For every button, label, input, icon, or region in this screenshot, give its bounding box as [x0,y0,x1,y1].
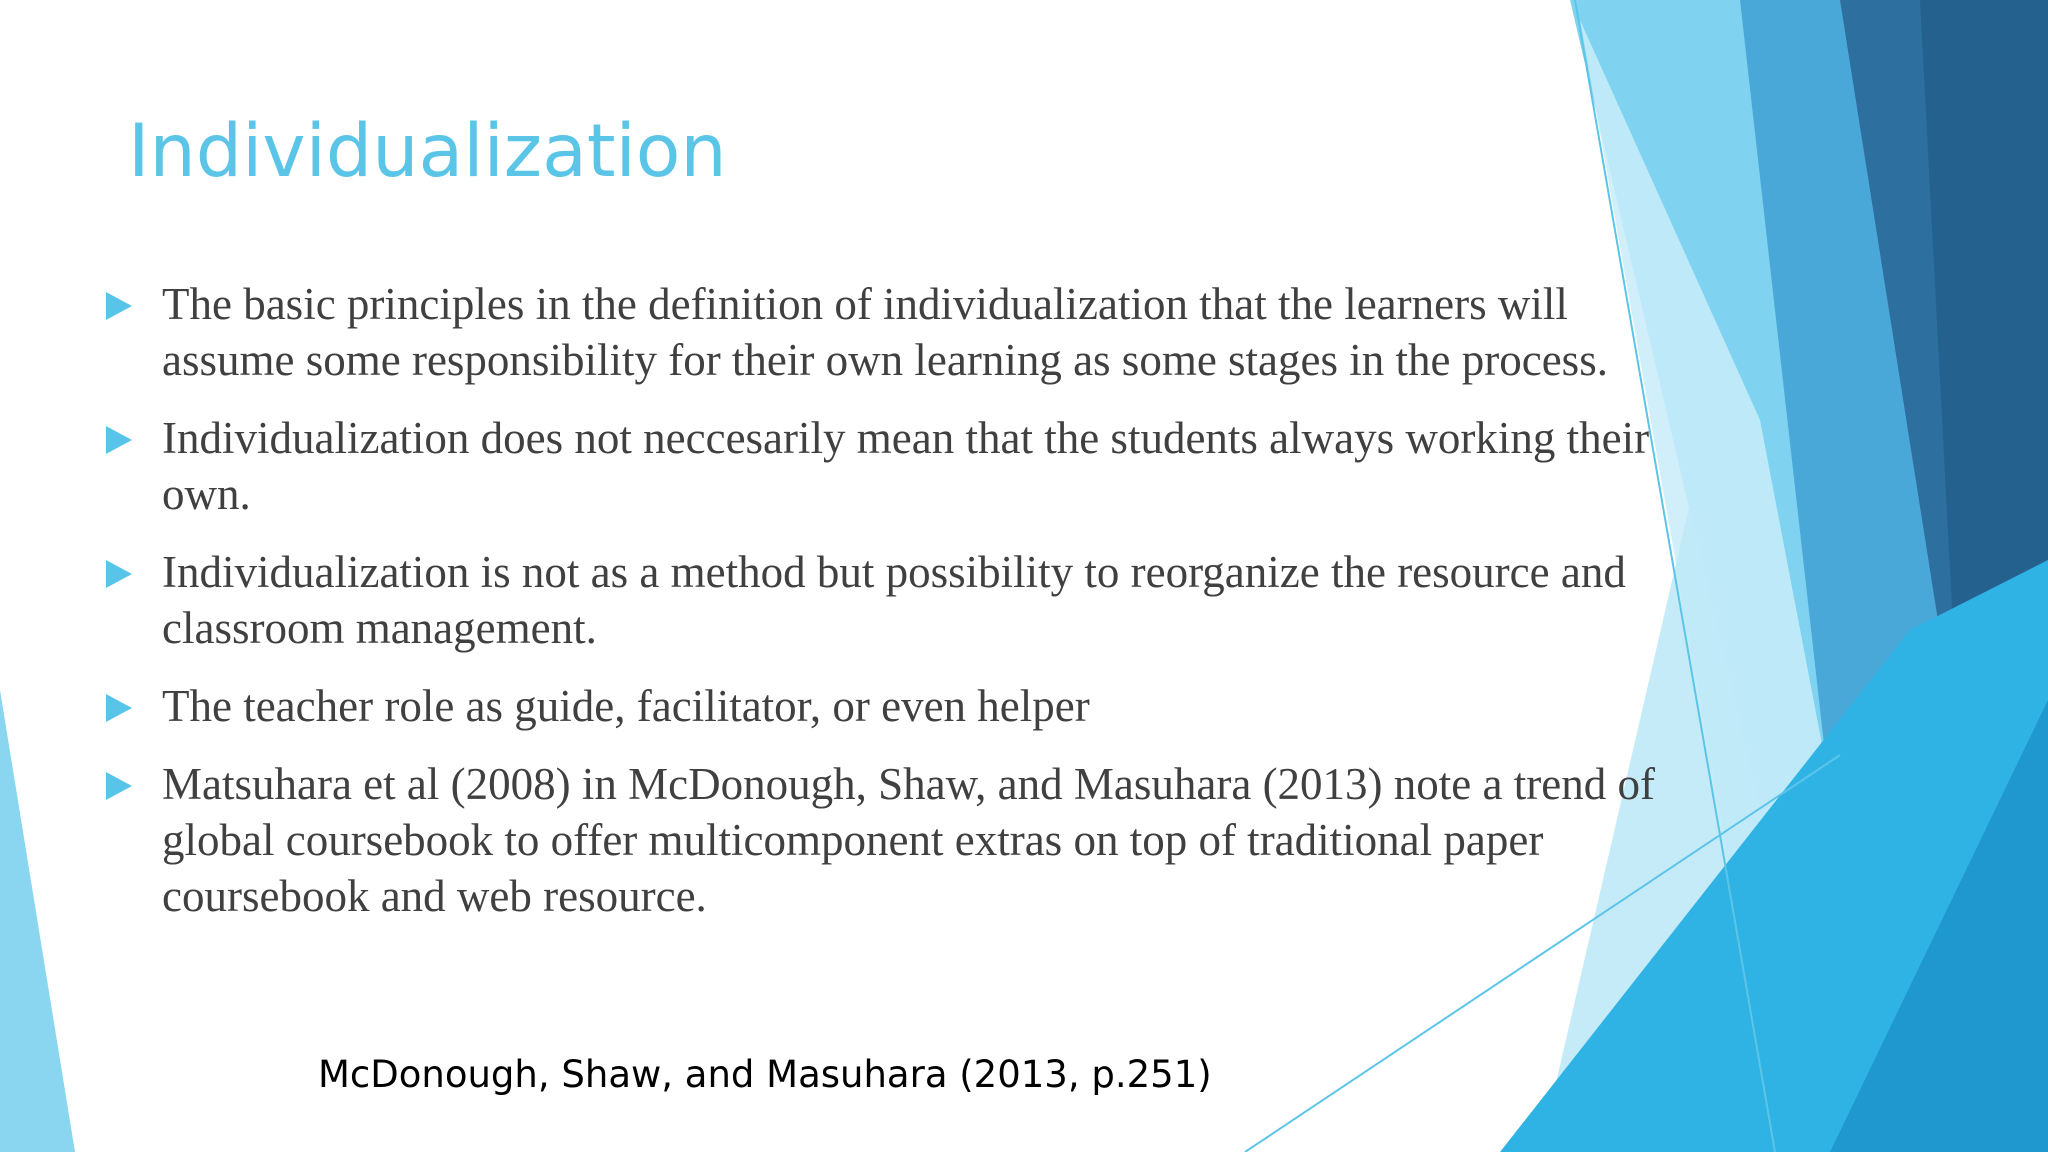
triangle-right-icon [106,426,132,454]
bullet-text: The basic principles in the definition of individualization that the learners will assume some responsibility for their own learning as some stages in the process. [162,279,1608,385]
triangle-right-icon [106,560,132,588]
triangle-right-icon [106,292,132,320]
bullet-item [101,756,1701,924]
bullet-item [101,544,1701,656]
left-accent-shape [0,690,75,1152]
bullet-text: Individualization is not as a method but possibility to reorganize the resource and classroom management. [162,547,1626,653]
bullet-item [101,276,1701,388]
triangle-right-icon [106,694,132,722]
triangle-right-icon [106,772,132,800]
bullet-list [101,276,1701,946]
bullet-item [101,410,1701,522]
slide-title: Individualization [128,109,727,194]
bullet-item [101,678,1701,734]
bullet-text: Matsuhara et al (2008) in McDonough, Shaw, and Masuhara (2013) note a trend of global coursebook to offer multicomponent extras on top of traditional paper coursebook and web resource. [162,759,1655,921]
reference-citation: McDonough, Shaw, and Masuhara (2013, p.251) [318,1053,1212,1096]
bullet-text: The teacher role as guide, facilitator, or even helper [162,681,1090,731]
bullet-text: Individualization does not neccesarily mean that the students always working their own. [162,413,1650,519]
